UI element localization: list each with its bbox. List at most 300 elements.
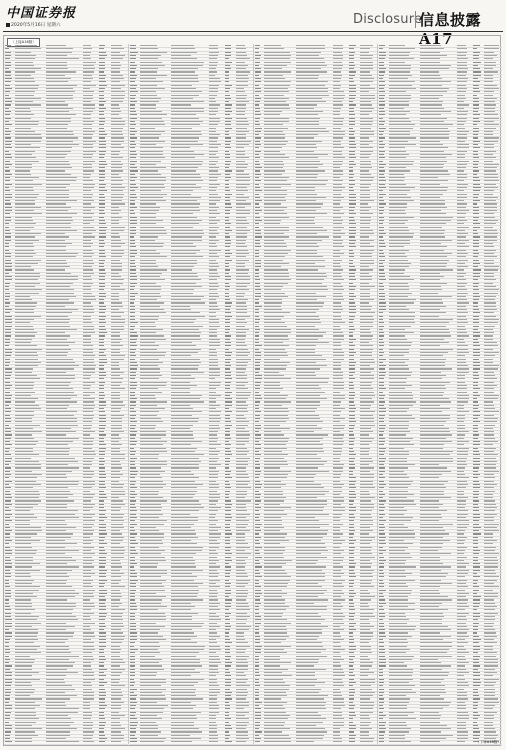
table-cell bbox=[15, 550, 37, 551]
table-cell bbox=[236, 299, 248, 300]
table-cell bbox=[5, 451, 9, 452]
table-cell bbox=[255, 75, 260, 76]
table-cell bbox=[209, 375, 220, 376]
table-cell bbox=[360, 540, 372, 541]
table-cell bbox=[209, 441, 217, 442]
table-cell bbox=[46, 566, 79, 567]
table-cell bbox=[236, 722, 249, 723]
table-cell bbox=[111, 306, 124, 307]
table-cell bbox=[99, 431, 103, 432]
table-cell bbox=[99, 55, 106, 56]
table-cell bbox=[5, 474, 11, 475]
table-cell bbox=[111, 362, 119, 363]
table-cell bbox=[349, 606, 354, 607]
table-cell bbox=[349, 583, 354, 584]
table-cell bbox=[236, 392, 251, 393]
table-cell bbox=[236, 725, 247, 726]
table-cell bbox=[236, 395, 250, 396]
table-cell bbox=[46, 434, 66, 435]
table-cell bbox=[225, 517, 232, 518]
table-cell bbox=[111, 682, 119, 683]
table-cell bbox=[46, 180, 76, 181]
table-cell bbox=[140, 170, 158, 171]
table-cell bbox=[349, 227, 356, 228]
table-cell bbox=[5, 626, 12, 627]
table-cell bbox=[140, 269, 167, 270]
table-cell bbox=[5, 441, 10, 442]
table-cell bbox=[99, 197, 105, 198]
table-cell bbox=[130, 114, 137, 115]
table-cell bbox=[130, 458, 137, 459]
table-cell bbox=[5, 329, 11, 330]
table-cell bbox=[296, 273, 327, 274]
table-cell bbox=[296, 223, 316, 224]
table-cell bbox=[46, 583, 66, 584]
table-cell bbox=[264, 411, 288, 412]
table-cell bbox=[83, 362, 94, 363]
table-cell bbox=[5, 88, 12, 89]
table-cell bbox=[255, 494, 261, 495]
table-cell bbox=[296, 302, 325, 303]
table-cell bbox=[140, 425, 156, 426]
table-cell bbox=[46, 124, 68, 125]
table-cell bbox=[171, 530, 195, 531]
table-cell bbox=[99, 75, 105, 76]
table-cell bbox=[264, 345, 288, 346]
table-cell bbox=[255, 326, 259, 327]
table-cell bbox=[171, 682, 198, 683]
table-cell bbox=[5, 431, 11, 432]
table-cell bbox=[140, 659, 162, 660]
table-cell bbox=[171, 263, 197, 264]
table-cell bbox=[5, 596, 11, 597]
table-cell bbox=[264, 626, 285, 627]
table-cell bbox=[111, 359, 124, 360]
table-cell bbox=[46, 570, 72, 571]
table-cell bbox=[264, 458, 283, 459]
table-cell bbox=[46, 207, 71, 208]
table-cell bbox=[99, 725, 105, 726]
table-cell bbox=[83, 395, 90, 396]
table-cell bbox=[5, 722, 9, 723]
table-cell bbox=[99, 603, 105, 604]
table-cell bbox=[236, 332, 246, 333]
table-cell bbox=[15, 236, 35, 237]
table-cell bbox=[255, 263, 261, 264]
table-cell bbox=[46, 81, 68, 82]
table-cell bbox=[5, 227, 9, 228]
table-cell bbox=[349, 55, 354, 56]
table-cell bbox=[171, 613, 198, 614]
table-cell bbox=[225, 131, 230, 132]
table-cell bbox=[255, 507, 262, 508]
table-cell bbox=[236, 174, 249, 175]
table-cell bbox=[15, 151, 35, 152]
table-cell bbox=[209, 722, 216, 723]
table-cell bbox=[349, 411, 355, 412]
table-cell bbox=[83, 263, 94, 264]
table-cell bbox=[296, 599, 328, 600]
table-cell bbox=[140, 392, 161, 393]
table-cell bbox=[333, 616, 345, 617]
table-cell bbox=[99, 705, 106, 706]
table-cell bbox=[255, 517, 260, 518]
table-cell bbox=[111, 312, 124, 313]
table-cell bbox=[296, 392, 325, 393]
table-cell bbox=[130, 672, 135, 673]
table-cell bbox=[264, 88, 288, 89]
table-cell bbox=[349, 368, 355, 369]
table-cell bbox=[140, 461, 167, 462]
table-cell bbox=[333, 590, 342, 591]
table-cell bbox=[333, 408, 345, 409]
table-cell bbox=[46, 659, 69, 660]
table-cell bbox=[349, 593, 356, 594]
table-cell bbox=[264, 365, 286, 366]
table-cell bbox=[171, 738, 200, 739]
table-cell bbox=[236, 560, 245, 561]
table-cell bbox=[255, 62, 260, 63]
table-cell bbox=[349, 392, 355, 393]
table-cell bbox=[140, 712, 163, 713]
table-cell bbox=[333, 444, 343, 445]
table-cell bbox=[349, 177, 353, 178]
table-cell bbox=[140, 540, 162, 541]
table-cell bbox=[236, 596, 247, 597]
table-cell bbox=[236, 665, 248, 666]
table-cell bbox=[171, 203, 200, 204]
table-cell bbox=[15, 273, 40, 274]
table-cell bbox=[360, 197, 370, 198]
table-cell bbox=[5, 233, 11, 234]
table-cell bbox=[225, 207, 232, 208]
table-cell bbox=[349, 210, 354, 211]
table-cell bbox=[111, 293, 120, 294]
table-cell bbox=[225, 563, 230, 564]
table-cell bbox=[236, 679, 248, 680]
table-cell bbox=[209, 527, 221, 528]
table-cell bbox=[111, 533, 122, 534]
table-cell bbox=[111, 619, 123, 620]
table-cell bbox=[130, 326, 135, 327]
table-cell bbox=[209, 434, 218, 435]
table-cell bbox=[209, 464, 221, 465]
table-cell bbox=[83, 190, 91, 191]
table-cell bbox=[349, 500, 354, 501]
table-cell bbox=[111, 603, 123, 604]
table-cell bbox=[130, 642, 134, 643]
table-cell bbox=[83, 408, 94, 409]
table-cell bbox=[46, 725, 70, 726]
table-cell bbox=[111, 438, 121, 439]
table-cell bbox=[209, 606, 219, 607]
table-cell bbox=[236, 444, 246, 445]
table-cell bbox=[46, 233, 65, 234]
table-cell bbox=[15, 101, 33, 102]
table-cell bbox=[225, 81, 230, 82]
table-cell bbox=[5, 609, 11, 610]
table-cell bbox=[5, 669, 10, 670]
table-cell bbox=[225, 114, 230, 115]
table-cell bbox=[15, 352, 37, 353]
table-cell bbox=[99, 322, 106, 323]
table-cell bbox=[99, 520, 104, 521]
table-cell bbox=[360, 203, 368, 204]
table-cell bbox=[83, 626, 90, 627]
table-cell bbox=[111, 58, 123, 59]
table-cell bbox=[140, 550, 165, 551]
table-cell bbox=[349, 438, 355, 439]
table-cell bbox=[333, 415, 340, 416]
table-cell bbox=[111, 194, 124, 195]
table-cell bbox=[349, 144, 356, 145]
table-cell bbox=[111, 467, 123, 468]
table-cell bbox=[99, 583, 104, 584]
table-cell bbox=[130, 372, 135, 373]
table-cell bbox=[140, 286, 161, 287]
table-cell bbox=[360, 533, 369, 534]
table-cell bbox=[5, 217, 11, 218]
table-cell bbox=[225, 197, 231, 198]
table-cell bbox=[130, 735, 135, 736]
table-cell bbox=[236, 302, 246, 303]
table-cell bbox=[360, 428, 371, 429]
table-cell bbox=[264, 491, 283, 492]
table-cell bbox=[255, 124, 261, 125]
table-cell bbox=[225, 203, 231, 204]
table-cell bbox=[171, 497, 193, 498]
table-cell bbox=[5, 349, 12, 350]
table-cell bbox=[111, 566, 123, 567]
table-cell bbox=[111, 434, 119, 435]
table-cell bbox=[111, 68, 121, 69]
table-cell bbox=[15, 563, 40, 564]
table-cell bbox=[264, 279, 290, 280]
table-cell bbox=[296, 335, 324, 336]
table-cell bbox=[130, 306, 135, 307]
table-cell bbox=[360, 332, 371, 333]
table-cell bbox=[140, 735, 157, 736]
table-cell bbox=[171, 566, 195, 567]
table-cell bbox=[111, 128, 123, 129]
table-cell bbox=[255, 405, 260, 406]
table-cell bbox=[225, 606, 231, 607]
table-cell bbox=[171, 260, 196, 261]
table-cell bbox=[83, 596, 94, 597]
table-cell bbox=[140, 497, 163, 498]
table-cell bbox=[83, 293, 92, 294]
table-cell bbox=[5, 121, 9, 122]
table-cell bbox=[140, 203, 156, 204]
table-cell bbox=[46, 128, 67, 129]
table-cell bbox=[349, 299, 354, 300]
table-cell bbox=[209, 167, 219, 168]
table-cell bbox=[83, 689, 92, 690]
table-cell bbox=[225, 586, 230, 587]
table-cell bbox=[349, 362, 356, 363]
table-cell bbox=[264, 312, 290, 313]
table-cell bbox=[225, 75, 230, 76]
table-cell bbox=[111, 685, 125, 686]
table-cell bbox=[349, 418, 355, 419]
table-cell bbox=[15, 708, 35, 709]
table-cell bbox=[236, 619, 247, 620]
table-cell bbox=[5, 355, 11, 356]
table-cell bbox=[171, 230, 202, 231]
table-cell bbox=[5, 388, 10, 389]
table-cell bbox=[111, 62, 121, 63]
table-cell bbox=[111, 233, 120, 234]
table-cell bbox=[15, 741, 33, 742]
table-cell bbox=[130, 632, 137, 633]
table-cell bbox=[46, 408, 67, 409]
table-cell bbox=[99, 240, 104, 241]
table-cell bbox=[46, 418, 77, 419]
table-cell bbox=[209, 425, 219, 426]
table-cell bbox=[296, 385, 319, 386]
table-cell bbox=[15, 365, 38, 366]
table-cell bbox=[296, 45, 326, 46]
table-cell bbox=[140, 65, 165, 66]
table-cell bbox=[296, 154, 329, 155]
table-cell bbox=[140, 434, 166, 435]
table-cell bbox=[140, 273, 162, 274]
table-cell bbox=[171, 705, 196, 706]
table-cell bbox=[296, 609, 327, 610]
table-cell bbox=[46, 144, 79, 145]
table-cell bbox=[264, 494, 283, 495]
table-cell bbox=[296, 62, 325, 63]
table-cell bbox=[130, 250, 136, 251]
table-cell bbox=[225, 161, 231, 162]
table-cell bbox=[99, 217, 104, 218]
table-cell bbox=[296, 147, 317, 148]
table-cell bbox=[15, 227, 34, 228]
table-cell bbox=[296, 345, 316, 346]
table-cell bbox=[349, 184, 355, 185]
disclosure-tables bbox=[4, 44, 501, 744]
table-cell bbox=[15, 316, 41, 317]
table-cell bbox=[296, 95, 329, 96]
table-cell bbox=[333, 418, 345, 419]
table-cell bbox=[236, 477, 249, 478]
table-cell bbox=[255, 329, 260, 330]
table-cell bbox=[360, 563, 372, 564]
table-cell bbox=[15, 418, 32, 419]
table-cell bbox=[140, 599, 162, 600]
table-cell bbox=[209, 603, 221, 604]
table-cell bbox=[349, 95, 356, 96]
table-cell bbox=[333, 194, 342, 195]
table-cell bbox=[209, 659, 220, 660]
table-cell bbox=[111, 725, 122, 726]
table-cell bbox=[99, 365, 104, 366]
table-cell bbox=[236, 161, 245, 162]
table-cell bbox=[349, 65, 355, 66]
table-cell bbox=[255, 434, 262, 435]
table-cell bbox=[225, 167, 229, 168]
table-cell bbox=[349, 520, 354, 521]
table-cell bbox=[225, 365, 232, 366]
table-cell bbox=[349, 243, 355, 244]
table-cell bbox=[140, 85, 156, 86]
table-cell bbox=[46, 85, 77, 86]
table-cell bbox=[264, 266, 280, 267]
table-cell bbox=[171, 98, 193, 99]
table-cell bbox=[99, 675, 105, 676]
table-cell bbox=[140, 623, 156, 624]
table-cell bbox=[209, 279, 218, 280]
table-cell bbox=[5, 342, 10, 343]
table-cell bbox=[236, 375, 247, 376]
table-cell bbox=[209, 715, 216, 716]
table-cell bbox=[140, 217, 156, 218]
table-cell bbox=[83, 217, 92, 218]
table-cell bbox=[360, 566, 370, 567]
table-cell bbox=[15, 636, 37, 637]
table-cell bbox=[296, 378, 329, 379]
table-cell bbox=[99, 540, 104, 541]
table-cell bbox=[349, 111, 354, 112]
table-cell bbox=[111, 108, 120, 109]
table-cell bbox=[264, 263, 289, 264]
table-cell bbox=[255, 98, 261, 99]
table-cell bbox=[111, 494, 125, 495]
table-cell bbox=[349, 151, 355, 152]
table-cell bbox=[333, 481, 340, 482]
table-cell bbox=[333, 553, 342, 554]
table-cell bbox=[15, 675, 32, 676]
table-cell bbox=[296, 243, 318, 244]
table-cell bbox=[333, 121, 343, 122]
table-cell bbox=[140, 702, 157, 703]
table-cell bbox=[360, 527, 370, 528]
table-cell bbox=[130, 279, 137, 280]
table-cell bbox=[255, 58, 261, 59]
table-cell bbox=[333, 520, 340, 521]
table-cell bbox=[209, 220, 221, 221]
table-cell bbox=[140, 279, 165, 280]
table-cell bbox=[236, 207, 245, 208]
table-cell bbox=[46, 319, 70, 320]
table-cell bbox=[130, 448, 134, 449]
table-cell bbox=[83, 187, 94, 188]
table-cell bbox=[225, 236, 230, 237]
table-cell bbox=[349, 527, 354, 528]
table-cell bbox=[349, 312, 356, 313]
table-cell bbox=[264, 91, 288, 92]
table-cell bbox=[360, 395, 375, 396]
table-cell bbox=[83, 616, 90, 617]
table-cell bbox=[15, 722, 36, 723]
table-cell bbox=[209, 731, 217, 732]
table-cell bbox=[99, 646, 105, 647]
table-cell bbox=[5, 279, 12, 280]
table-cell bbox=[15, 104, 41, 105]
table-cell bbox=[99, 553, 106, 554]
table-cell bbox=[236, 256, 246, 257]
table-cell bbox=[225, 425, 232, 426]
table-cell bbox=[255, 385, 261, 386]
table-cell bbox=[360, 461, 373, 462]
table-cell bbox=[296, 65, 328, 66]
table-cell bbox=[130, 649, 137, 650]
table-cell bbox=[130, 121, 135, 122]
table-cell bbox=[130, 491, 134, 492]
table-cell bbox=[255, 560, 260, 561]
table-cell bbox=[83, 200, 94, 201]
table-cell bbox=[236, 236, 247, 237]
